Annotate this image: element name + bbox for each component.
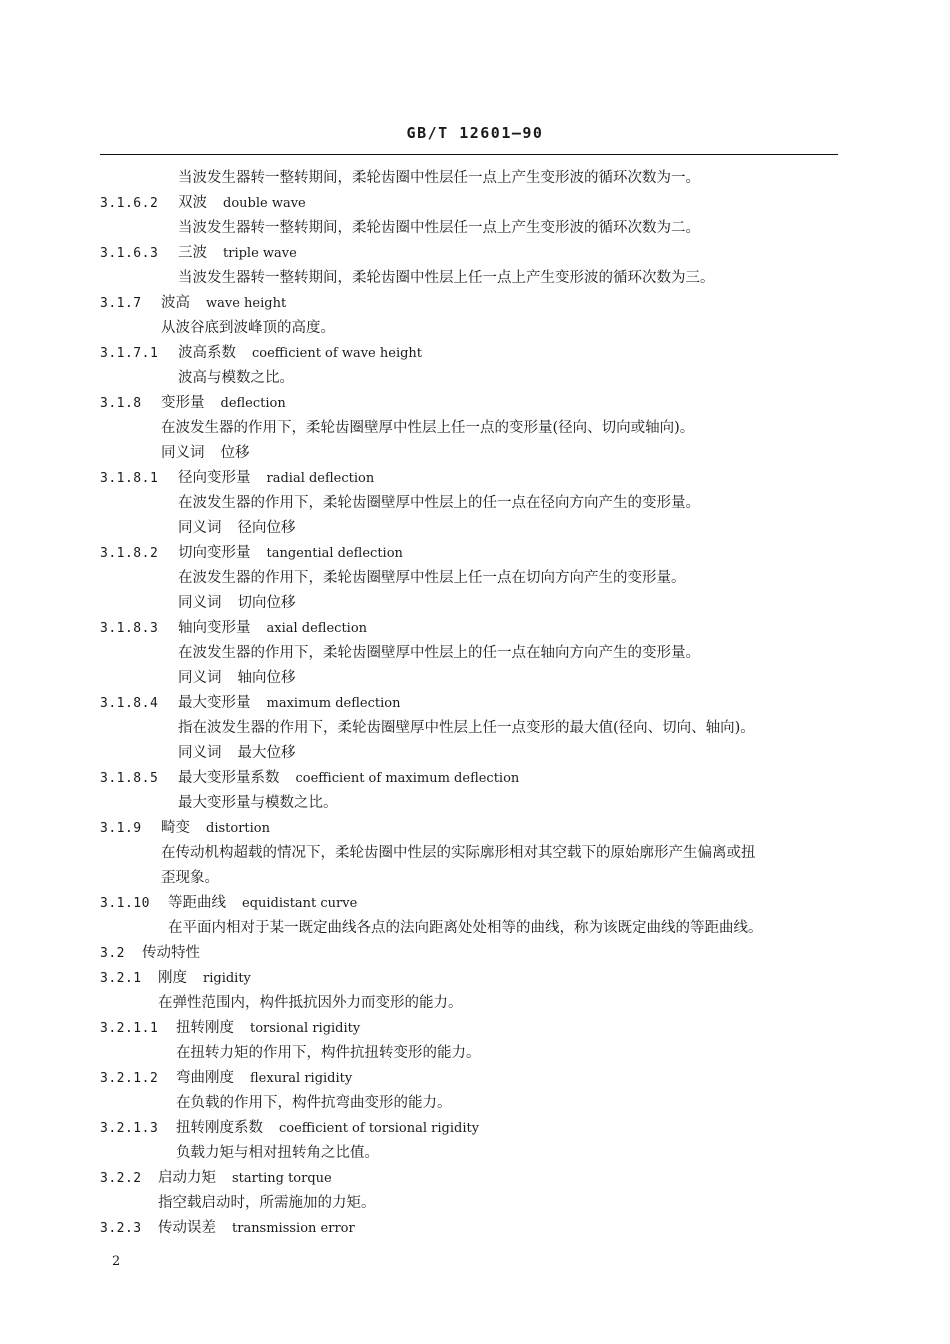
clause-number: 3.1.8 <box>100 396 142 411</box>
clause-number: 3.1.6.3 <box>100 246 159 261</box>
term-chinese: 弯曲刚度 <box>176 1070 234 1086</box>
term-english: deflection <box>220 396 286 411</box>
term-english: triple wave <box>223 246 297 261</box>
term-english: wave height <box>206 296 287 311</box>
definition-text: 负载力矩与相对扭转角之比值。 <box>176 1145 379 1161</box>
definition-text: 在扭转力矩的作用下，构件抗扭转变形的能力。 <box>176 1045 481 1061</box>
term-english: coefficient of maximum deflection <box>295 771 520 786</box>
synonym-term: 最大位移 <box>237 745 296 761</box>
term-names <box>158 1216 355 1241</box>
definition-text: 在波发生器的作用下，柔轮齿圈壁厚中性层上任一点的变形量(径向、切向或轴向)。 <box>161 420 695 436</box>
clause-number: 3.1.8.3 <box>100 621 159 636</box>
term-chinese: 最大变形量 <box>178 695 251 711</box>
definition-line <box>100 991 840 1016</box>
synonym-label: 同义词 <box>178 595 222 611</box>
definition-text: 歪现象。 <box>161 870 219 886</box>
clause-number: 3.2.2 <box>100 1171 142 1186</box>
term-names <box>176 1116 479 1141</box>
term-chinese: 等距曲线 <box>168 895 226 911</box>
definition-line <box>100 791 840 816</box>
term-entry <box>100 891 840 916</box>
synonym-label: 同义词 <box>178 745 222 761</box>
clause-number: 3.2.3 <box>100 1221 142 1236</box>
synonym-term: 轴向位移 <box>237 670 296 686</box>
term-chinese: 扭转刚度 <box>176 1020 234 1036</box>
term-entry <box>100 816 840 841</box>
term-chinese: 三波 <box>178 245 207 261</box>
term-names <box>158 1166 332 1191</box>
term-names <box>178 191 306 216</box>
term-english: maximum deflection <box>266 696 401 711</box>
term-names <box>178 541 403 566</box>
definition-line <box>100 366 840 391</box>
term-names <box>176 1016 360 1041</box>
definition-line <box>100 1191 840 1216</box>
clause-number: 3.1.8.5 <box>100 771 159 786</box>
term-names <box>178 616 367 641</box>
term-english: coefficient of wave height <box>252 346 423 361</box>
term-names <box>176 1066 352 1091</box>
definition-line <box>100 716 840 741</box>
synonym-line <box>100 741 840 766</box>
synonym-line <box>100 666 840 691</box>
definition-text: 在波发生器的作用下，柔轮齿圈壁厚中性层上的任一点在径向方向产生的变形量。 <box>178 495 700 511</box>
term-entry <box>100 766 840 791</box>
definition-line <box>100 416 840 441</box>
synonym <box>178 666 296 691</box>
definition-line <box>100 641 840 666</box>
term-names <box>168 891 357 916</box>
synonym-label: 同义词 <box>161 445 205 461</box>
definition-text: 在传动机构超载的情况下，柔轮齿圈中性层的实际廓形相对其空载下的原始廓形产生偏离或扭 <box>161 845 756 861</box>
definition-text: 指在波发生器的作用下，柔轮齿圈壁厚中性层上任一点变形的最大值(径向、切向、轴向)。 <box>178 720 755 736</box>
standard-header: GB/T 12601—90 <box>406 124 544 142</box>
term-entry <box>100 1016 840 1041</box>
term-entry <box>100 241 840 266</box>
term-english: axial deflection <box>266 621 368 636</box>
synonym-term: 径向位移 <box>237 520 296 536</box>
term-english: torsional rigidity <box>250 1021 361 1036</box>
term-chinese: 畸变 <box>161 820 190 836</box>
term-entry <box>100 1066 840 1091</box>
clause-number: 3.2.1.1 <box>100 1021 159 1036</box>
definition-line <box>100 566 840 591</box>
definition-line <box>100 841 840 866</box>
term-english: double wave <box>223 196 306 211</box>
term-chinese: 切向变形量 <box>178 545 251 561</box>
term-names <box>161 291 286 316</box>
synonym-line <box>100 591 840 616</box>
definition-text: 在负载的作用下，构件抗弯曲变形的能力。 <box>176 1095 452 1111</box>
term-names <box>178 691 400 716</box>
definition-line <box>100 1041 840 1066</box>
term-entry <box>100 291 840 316</box>
definition-text: 在平面内相对于某一既定曲线各点的法向距离处处相等的曲线，称为该既定曲线的等距曲线。 <box>168 920 763 936</box>
term-english: distortion <box>206 821 270 836</box>
term-entry <box>100 1116 840 1141</box>
term-entry <box>100 966 840 991</box>
term-english: equidistant curve <box>242 896 358 911</box>
term-names <box>158 966 251 991</box>
term-entry <box>100 1166 840 1191</box>
definition-text: 指空载启动时，所需施加的力矩。 <box>158 1195 376 1211</box>
clause-number: 3.1.9 <box>100 821 142 836</box>
term-chinese: 轴向变形量 <box>178 620 251 636</box>
term-english: coefficient of torsional rigidity <box>279 1121 480 1136</box>
synonym-label: 同义词 <box>178 520 222 536</box>
term-entry <box>100 616 840 641</box>
synonym <box>178 516 296 541</box>
term-names <box>178 466 374 491</box>
synonym-line <box>100 441 840 466</box>
term-entry <box>100 691 840 716</box>
clause-number: 3.1.8.1 <box>100 471 159 486</box>
term-names <box>178 766 519 791</box>
clause-number: 3.1.7.1 <box>100 346 159 361</box>
definition-line <box>100 866 840 891</box>
definition-text: 从波谷底到波峰顶的高度。 <box>161 320 335 336</box>
term-entry <box>100 191 840 216</box>
term-chinese: 波高系数 <box>178 345 236 361</box>
clause-number: 3.2.1 <box>100 971 142 986</box>
term-chinese: 波高 <box>161 295 190 311</box>
synonym <box>178 591 296 616</box>
synonym-term: 位移 <box>220 445 250 461</box>
term-entry <box>100 391 840 416</box>
term-names <box>178 241 297 266</box>
clause-number: 3.2 <box>100 946 125 961</box>
definition-text: 在波发生器的作用下，柔轮齿圈壁厚中性层上的任一点在轴向方向产生的变形量。 <box>178 645 700 661</box>
synonym-line <box>100 516 840 541</box>
definition-text: 在弹性范围内，构件抵抗因外力而变形的能力。 <box>158 995 463 1011</box>
definition-line <box>100 266 840 291</box>
clause-number: 3.1.8.2 <box>100 546 159 561</box>
definition-text: 当波发生器转一整转期间，柔轮齿圈中性层任一点上产生变形波的循环次数为一。 <box>178 170 700 186</box>
term-entry <box>100 1216 840 1241</box>
header-rule <box>100 154 838 155</box>
definition-line <box>100 166 840 191</box>
definition-line <box>100 916 840 941</box>
synonym-label: 同义词 <box>178 670 222 686</box>
synonym <box>161 441 250 466</box>
term-entry <box>100 941 840 966</box>
definition-text: 在波发生器的作用下，柔轮齿圈壁厚中性层上任一点在切向方向产生的变形量。 <box>178 570 686 586</box>
definition-line <box>100 1141 840 1166</box>
term-english: tangential deflection <box>266 546 403 561</box>
term-chinese: 传动误差 <box>158 1220 216 1236</box>
term-chinese: 启动力矩 <box>158 1170 216 1186</box>
term-names <box>142 941 216 966</box>
definition-text: 当波发生器转一整转期间，柔轮齿圈中性层上任一点上产生变形波的循环次数为三。 <box>178 270 715 286</box>
term-names <box>178 341 422 366</box>
definition-line <box>100 1091 840 1116</box>
term-english: starting torque <box>232 1171 332 1186</box>
term-entry <box>100 466 840 491</box>
term-entry <box>100 541 840 566</box>
document-body <box>100 166 840 1241</box>
term-chinese: 刚度 <box>158 970 187 986</box>
term-english: rigidity <box>203 971 251 986</box>
definition-line <box>100 491 840 516</box>
definition-line <box>100 316 840 341</box>
term-chinese: 双波 <box>178 195 207 211</box>
term-chinese: 传动特性 <box>142 945 200 961</box>
clause-number: 3.1.6.2 <box>100 196 159 211</box>
clause-number: 3.2.1.3 <box>100 1121 159 1136</box>
synonym-term: 切向位移 <box>237 595 296 611</box>
definition-text: 最大变形量与模数之比。 <box>178 795 338 811</box>
term-chinese: 最大变形量系数 <box>178 770 280 786</box>
term-chinese: 扭转刚度系数 <box>176 1120 263 1136</box>
clause-number: 3.2.1.2 <box>100 1071 159 1086</box>
synonym <box>178 741 296 766</box>
term-entry <box>100 341 840 366</box>
definition-text: 波高与模数之比。 <box>178 370 294 386</box>
term-names <box>161 391 286 416</box>
term-english: flexural rigidity <box>250 1071 353 1086</box>
definition-line <box>100 216 840 241</box>
definition-text: 当波发生器转一整转期间，柔轮齿圈中性层任一点上产生变形波的循环次数为二。 <box>178 220 700 236</box>
term-english: radial deflection <box>266 471 375 486</box>
term-english: transmission error <box>232 1221 355 1236</box>
clause-number: 3.1.8.4 <box>100 696 159 711</box>
term-chinese: 变形量 <box>161 395 205 411</box>
clause-number: 3.1.7 <box>100 296 142 311</box>
page-number: 2 <box>112 1254 121 1269</box>
clause-number: 3.1.10 <box>100 896 150 911</box>
term-chinese: 径向变形量 <box>178 470 251 486</box>
term-names <box>161 816 270 841</box>
